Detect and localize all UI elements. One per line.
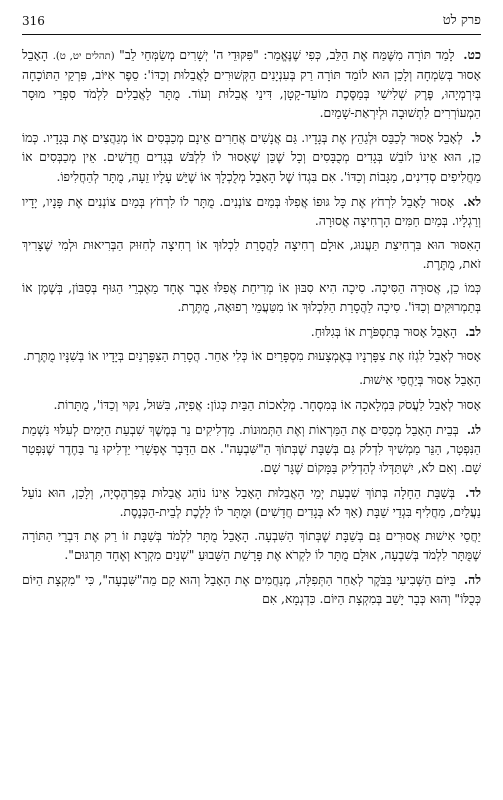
paragraph-label: לה. [463, 572, 481, 588]
paragraph-text: אָסוּר לָאָבֵל לִרְחֹץ אֶת כָּל גּוּפוֹ אֲפִלּוּ בְּמַיִם צוֹנְנִים. מֻתָּר לוֹ לִרְחֹץ בְּמַיִם צוֹנְנִים אֶת פָּנָיו, יָדָיו וְרַגְלָיו. בְּמַיִם חַמִּים הָרְחִיצָה אֲסוּרָה. [22, 194, 481, 228]
paragraph-31 [22, 192, 481, 231]
paragraph-text: בַּיּוֹם הַשְּׁבִיעִי בַּבֹּקֶר לְאַחַר הַתְּפִלָּה, מְנַחֲמִים אֶת הָאָבֵל וְהוּא קָם מֵה"שִּׁבְעָה", כִּי "מִקְצָת הַיּוֹם כְּכֻלּוֹ" וְהוּא כְּבָר יָשַׁב בְּמִקְצָת הַיּוֹם. כִּדְגְמָא, אִם [22, 573, 481, 607]
citation: (תהלים יט, ט). [52, 51, 115, 62]
paragraph-text: הָאָבֵל אָסוּר בְּיַחֲסֵי אִישׁוּת. [359, 373, 481, 388]
paragraph-35 [22, 570, 481, 609]
paragraph-text: כְּמוֹ כֵן, אֲסוּרָה הַסִּיכָה. סִיכָה הִיא סִבּוּן אוֹ מְרִיחַת אֲפִלּוּ אֵבֶר אֶחָד מֵאֶבְרֵי הַגּוּף בְּסַבּוֹן, בְּשֶׁמֶן אוֹ בְּתַמְרוּקִים וְכַדּוֹ'. סִיכָה לַהֲסָרַת הַלִּכְלוּךְ אוֹ מִטַּעֲמֵי רְפוּאָה, מֻתֶּרֶת. [22, 281, 481, 315]
paragraph-text: בְּבֵית הָאָבֵל מְכַסִּים אֶת הַמַּרְאוֹת וְאֶת הַתְּמוּנוֹת. מַדְלִיקִים נֵר בְּמֶשֶׁךְ שִׁבְעַת הַיָּמִים לְעִלּוּי נִשְׁמַת הַנִּפְטָר, הַנֵּר מַמְשִׁיךְ לִדְלֹק גַּם בְּשַׁבָּת שֶׁבְּתוֹךְ הַ"שִּׁבְעָה". אִם הַדָּבָר אֶפְשָׁרִי יַדְלִיקוּ נֵר בַּחֶדֶר שֶׁנִּפְטַר שָׁם. וְאִם לֹא, יִשְׁתַּדְּלוּ לְהַדְלִיק בַּמָּקוֹם שֶׁגָּר שָׁם. [22, 422, 481, 475]
paragraph-29 [22, 45, 481, 123]
page-header [22, 8, 481, 35]
paragraph-34 [22, 483, 481, 522]
paragraph-text: בְּשַׁבָּת הַחָלָה בְּתוֹךְ שִׁבְעַת יְמֵי הָאֲבֵלוּת הָאָבֵל אֵינוֹ נוֹהֵג אֲבֵלוּת בְּפַרְהֶסְיָה, וְלָכֵן, הוּא נוֹעֵל נַעֲלַיִם, מַחֲלִיף בִּגְדֵי שַׁבָּת (אַךְ לֹא בְּגָדִים חֲדָשִׁים) וּמֻתָּר לוֹ לָלֶכֶת לְבֵית-הַכְּנֶסֶת. [22, 485, 481, 519]
paragraph-text: הָאָבֵל אָסוּר בְּתִסְפֹּרֶת אוֹ בְּגִלּוּחַ. [310, 325, 458, 340]
paragraph-32 [22, 322, 481, 342]
paragraph-text: אָסוּר לְאָבֵל לִגְזֹז אֶת צִפָּרְנָיו בְּאֶמְצָעוּת מִסְפָּרַיִם אוֹ כְּלִי אַחֵר. הֲסָרַת הַצִּפָּרְנַיִם בְּיָדָיו אוֹ בְּשִׁנָּיו מֻתֶּרֶת. [23, 349, 481, 364]
paragraph-30 [22, 128, 481, 186]
paragraph-label: לב. [465, 324, 481, 340]
paragraph-text: לָמַד תּוֹרָה מִשֶּׁמַּח אֶת הַלֵּב, כְּפִי שֶׁנֶּאֱמַר: "פִּקּוּדֵי ה' יְשָׁרִים מְשַׂמְּחֵי לֵב" [119, 48, 455, 62]
paragraph-31-b [22, 236, 481, 274]
paragraph-32-b [22, 347, 481, 366]
page-body [22, 45, 481, 609]
paragraph-text-continued: הָאָבֵל אָסוּר בְּשִׂמְחָה וְלָכֵן הוּא לוֹמֵד תּוֹרָה רַק בְּעִנְיָנִים הַקְּשׁוּרִים לָאֲבֵלוּת וְכַדּוֹ': סֵפֶר אִיּוֹב, פִּרְקֵי הַתּוֹכָחָה בְּיִרְמְיָהוּ, פֶּרֶק שְׁלִישִׁי בְּמַסֶּכֶת מוֹעֵד-קָטָן, דִּינֵי אֲבֵלוּת וְעוֹד. מֻתָּר לָאֲבֵלִים לִלְמֹד סִפְרֵי מוּסָר הַמְעוֹרְרִים לִתְשׁוּבָה וּלְיִרְאַת-שָׁמַיִם. [22, 48, 481, 121]
paragraph-label: כט. [463, 47, 481, 62]
page-number: 316 [22, 14, 45, 28]
paragraph-34-b [22, 527, 481, 565]
paragraph-label: לד. [465, 484, 481, 500]
paragraph-label: לג. [466, 421, 481, 437]
paragraph-33 [22, 420, 481, 478]
paragraph-label: לא. [463, 193, 481, 209]
paragraph-text: אָסוּר לְאָבֵל לַעֲסֹק בִּמְלָאכָה אוֹ בְּמִסְחָר. מְלָאכוֹת הַבַּיִת כְּגוֹן: אֲפִיָּה, בִּשּׁוּל, נִקּוּי וְכַדּוֹ', מֻתָּרוֹת. [53, 397, 481, 412]
paragraph-32-c [22, 371, 481, 390]
paragraph-32-d [22, 396, 481, 415]
paragraph-label: ל. [470, 130, 481, 146]
paragraph-31-c [22, 279, 481, 317]
chapter-title: פרק לט [442, 13, 481, 28]
paragraph-text: יַחֲסֵי אִישׁוּת אֲסוּרִים גַּם בְּשַׁבָּת שֶׁבְּתוֹךְ הַשִּׁבְעָה. הָאָבֵל מֻתָּר לִלְמֹד בְּשַׁבָּת זוֹ רַק אֶת דִּבְרֵי הַתּוֹרָה שֶׁמֻּתָּר לִלְמֹד בְּשִׁבְעָה, אוּלָם מֻתָּר לוֹ לִקְרֹא אֶת פָּרָשַׁת הַשָּׁבוּעַ "שְׁנַיִם מִקְרָא וְאֶחָד תַּרְגּוּם". [22, 529, 481, 563]
paragraph-text: הָאִסּוּר הוּא בִּרְחִיצַת תַּעֲנוּג, אוּלָם רְחִיצָה לַהֲסָרַת לִכְלוּךְ אוֹ רְחִיצָה לְחִזּוּק הַבְּרִיאוּת וּלְמִי שֶׁצָּרִיךְ זֹאת, מֻתֶּרֶת. [22, 237, 481, 271]
paragraph-text: לְאָבֵל אָסוּר לְכַבֵּס וּלְגַהֵץ אֶת בְּגָדָיו. גַּם אֲנָשִׁים אֲחֵרִים אֵינָם מְכַבְּסִים אוֹ מְגַהֲצִים אֶת בְּגָדָיו. כְּמוֹ כֵן, הוּא אֵינוֹ לוֹבֵשׁ בְּגָדִים מְכֻבָּסִים וְכָל שֶׁכֵּן שֶׁאָסוּר לוֹ לִלְבֹּשׁ בְּגָדִים חֲדָשִׁים. אֵין מְכַבְּסִים אוֹ מַחֲלִיפִים סְדִינִים, מַגָּבוֹת וְכַדּוֹ'. אִם בִּגְדוֹ שֶׁל הָאָבֵל מְלֻכְלָךְ אוֹ שֶׁיֵּשׁ עָלָיו זֵעָה, מֻתָּר לְהַחֲלִיפוֹ. [22, 131, 481, 184]
